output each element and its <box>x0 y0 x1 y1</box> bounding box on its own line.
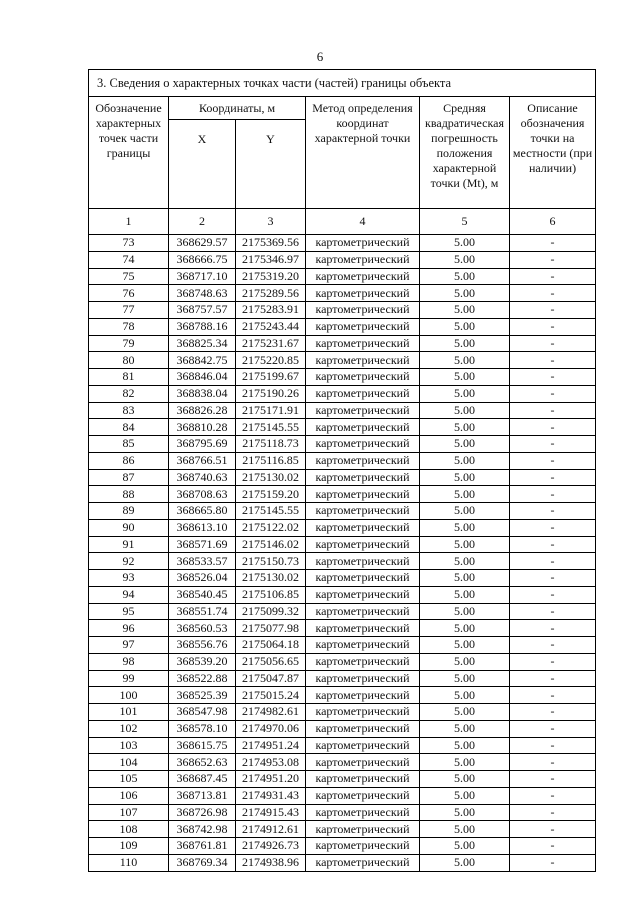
cell-accuracy: 5.00 <box>420 804 510 821</box>
cell-accuracy: 5.00 <box>420 586 510 603</box>
cell-point: 106 <box>89 787 169 804</box>
cell-method: картометрический <box>306 419 420 436</box>
cell-description: - <box>510 720 596 737</box>
column-number: 1 <box>89 209 169 235</box>
cell-method: картометрический <box>306 452 420 469</box>
cell-accuracy: 5.00 <box>420 637 510 654</box>
cell-point: 103 <box>89 737 169 754</box>
cell-description: - <box>510 603 596 620</box>
cell-point: 94 <box>89 586 169 603</box>
cell-method: картометрический <box>306 268 420 285</box>
cell-x: 368571.69 <box>169 536 236 553</box>
cell-description: - <box>510 402 596 419</box>
cell-x: 368717.10 <box>169 268 236 285</box>
cell-point: 86 <box>89 452 169 469</box>
cell-x: 368615.75 <box>169 737 236 754</box>
cell-description: - <box>510 754 596 771</box>
cell-description: - <box>510 804 596 821</box>
cell-point: 88 <box>89 486 169 503</box>
header-description: Описание обозначения точки на местности (при наличии) <box>510 97 596 209</box>
table-row <box>89 285 596 302</box>
cell-method: картометрический <box>306 687 420 704</box>
cell-point: 84 <box>89 419 169 436</box>
cell-y: 2175130.02 <box>236 469 306 486</box>
boundary-points-table <box>88 69 596 872</box>
cell-point: 89 <box>89 503 169 520</box>
cell-description: - <box>510 854 596 871</box>
cell-point: 98 <box>89 653 169 670</box>
cell-accuracy: 5.00 <box>420 519 510 536</box>
cell-method: картометрический <box>306 503 420 520</box>
cell-point: 92 <box>89 553 169 570</box>
cell-y: 2175231.67 <box>236 335 306 352</box>
cell-x: 368556.76 <box>169 637 236 654</box>
cell-method: картометрический <box>306 620 420 637</box>
cell-accuracy: 5.00 <box>420 318 510 335</box>
cell-point: 78 <box>89 318 169 335</box>
header-point-designation: Обозначение характерных точек части границы <box>89 97 169 209</box>
cell-x: 368825.34 <box>169 335 236 352</box>
cell-x: 368769.34 <box>169 854 236 871</box>
cell-description: - <box>510 385 596 402</box>
cell-y: 2175190.26 <box>236 385 306 402</box>
cell-method: картометрический <box>306 838 420 855</box>
table-row <box>89 335 596 352</box>
cell-accuracy: 5.00 <box>420 838 510 855</box>
column-number: 2 <box>169 209 236 235</box>
cell-description: - <box>510 469 596 486</box>
cell-description: - <box>510 352 596 369</box>
cell-method: картометрический <box>306 402 420 419</box>
column-number-row <box>89 209 596 235</box>
cell-accuracy: 5.00 <box>420 821 510 838</box>
cell-y: 2175064.18 <box>236 637 306 654</box>
header-y: Y <box>236 120 306 209</box>
table-row <box>89 385 596 402</box>
table-row <box>89 821 596 838</box>
table-row <box>89 586 596 603</box>
header-x: X <box>169 120 236 209</box>
cell-point: 76 <box>89 285 169 302</box>
cell-accuracy: 5.00 <box>420 452 510 469</box>
cell-y: 2175319.20 <box>236 268 306 285</box>
cell-accuracy: 5.00 <box>420 771 510 788</box>
cell-accuracy: 5.00 <box>420 486 510 503</box>
cell-point: 74 <box>89 251 169 268</box>
cell-y: 2175289.56 <box>236 285 306 302</box>
cell-x: 368713.81 <box>169 787 236 804</box>
cell-description: - <box>510 302 596 319</box>
cell-method: картометрический <box>306 603 420 620</box>
cell-description: - <box>510 436 596 453</box>
cell-point: 109 <box>89 838 169 855</box>
cell-y: 2175159.20 <box>236 486 306 503</box>
cell-accuracy: 5.00 <box>420 402 510 419</box>
cell-y: 2175015.24 <box>236 687 306 704</box>
section-title: 3. Сведения о характерных точках части (частей) границы объекта <box>89 70 596 97</box>
cell-point: 79 <box>89 335 169 352</box>
cell-method: картометрический <box>306 285 420 302</box>
cell-x: 368757.57 <box>169 302 236 319</box>
cell-point: 93 <box>89 570 169 587</box>
cell-accuracy: 5.00 <box>420 670 510 687</box>
cell-y: 2175099.32 <box>236 603 306 620</box>
table-row <box>89 486 596 503</box>
cell-accuracy: 5.00 <box>420 302 510 319</box>
cell-method: картометрический <box>306 771 420 788</box>
table-row <box>89 704 596 721</box>
cell-y: 2174912.61 <box>236 821 306 838</box>
cell-accuracy: 5.00 <box>420 687 510 704</box>
cell-x: 368551.74 <box>169 603 236 620</box>
cell-method: картометрический <box>306 335 420 352</box>
cell-accuracy: 5.00 <box>420 335 510 352</box>
table-row <box>89 436 596 453</box>
cell-point: 108 <box>89 821 169 838</box>
cell-accuracy: 5.00 <box>420 787 510 804</box>
header-method: Метод определения координат характерной точки <box>306 97 420 209</box>
cell-point: 99 <box>89 670 169 687</box>
cell-description: - <box>510 519 596 536</box>
cell-x: 368708.63 <box>169 486 236 503</box>
cell-description: - <box>510 787 596 804</box>
cell-point: 73 <box>89 235 169 252</box>
cell-x: 368742.98 <box>169 821 236 838</box>
table-row <box>89 235 596 252</box>
cell-method: картометрический <box>306 854 420 871</box>
cell-x: 368629.57 <box>169 235 236 252</box>
cell-accuracy: 5.00 <box>420 720 510 737</box>
cell-description: - <box>510 369 596 386</box>
cell-method: картометрический <box>306 469 420 486</box>
cell-point: 91 <box>89 536 169 553</box>
cell-accuracy: 5.00 <box>420 369 510 386</box>
cell-description: - <box>510 838 596 855</box>
cell-method: картометрический <box>306 235 420 252</box>
cell-description: - <box>510 285 596 302</box>
cell-point: 80 <box>89 352 169 369</box>
cell-x: 368846.04 <box>169 369 236 386</box>
cell-y: 2174931.43 <box>236 787 306 804</box>
cell-accuracy: 5.00 <box>420 570 510 587</box>
cell-method: картометрический <box>306 653 420 670</box>
cell-x: 368533.57 <box>169 553 236 570</box>
cell-point: 85 <box>89 436 169 453</box>
cell-accuracy: 5.00 <box>420 419 510 436</box>
cell-description: - <box>510 486 596 503</box>
header-coordinates: Координаты, м <box>169 97 306 120</box>
cell-point: 105 <box>89 771 169 788</box>
cell-y: 2175150.73 <box>236 553 306 570</box>
cell-method: картометрический <box>306 352 420 369</box>
table-row <box>89 352 596 369</box>
cell-accuracy: 5.00 <box>420 503 510 520</box>
table-row <box>89 670 596 687</box>
cell-point: 102 <box>89 720 169 737</box>
cell-y: 2175220.85 <box>236 352 306 369</box>
cell-point: 107 <box>89 804 169 821</box>
cell-x: 368525.39 <box>169 687 236 704</box>
cell-point: 75 <box>89 268 169 285</box>
cell-point: 101 <box>89 704 169 721</box>
cell-x: 368665.80 <box>169 503 236 520</box>
cell-y: 2175199.67 <box>236 369 306 386</box>
cell-y: 2175146.02 <box>236 536 306 553</box>
cell-method: картометрический <box>306 436 420 453</box>
cell-description: - <box>510 670 596 687</box>
cell-y: 2175106.85 <box>236 586 306 603</box>
cell-y: 2174938.96 <box>236 854 306 871</box>
cell-description: - <box>510 452 596 469</box>
table-row <box>89 419 596 436</box>
cell-method: картометрический <box>306 704 420 721</box>
cell-description: - <box>510 503 596 520</box>
table-row <box>89 838 596 855</box>
table-row <box>89 318 596 335</box>
cell-y: 2175171.91 <box>236 402 306 419</box>
cell-point: 81 <box>89 369 169 386</box>
table-row <box>89 469 596 486</box>
cell-accuracy: 5.00 <box>420 603 510 620</box>
column-number: 5 <box>420 209 510 235</box>
cell-description: - <box>510 268 596 285</box>
table-row <box>89 687 596 704</box>
cell-accuracy: 5.00 <box>420 436 510 453</box>
cell-accuracy: 5.00 <box>420 704 510 721</box>
cell-point: 104 <box>89 754 169 771</box>
cell-point: 82 <box>89 385 169 402</box>
cell-description: - <box>510 335 596 352</box>
table-row <box>89 369 596 386</box>
table-row <box>89 854 596 871</box>
cell-method: картометрический <box>306 737 420 754</box>
cell-x: 368547.98 <box>169 704 236 721</box>
cell-y: 2175283.91 <box>236 302 306 319</box>
cell-point: 110 <box>89 854 169 871</box>
cell-point: 87 <box>89 469 169 486</box>
table-row <box>89 804 596 821</box>
cell-description: - <box>510 251 596 268</box>
table-row <box>89 503 596 520</box>
cell-x: 368748.63 <box>169 285 236 302</box>
cell-x: 368613.10 <box>169 519 236 536</box>
cell-description: - <box>510 620 596 637</box>
cell-accuracy: 5.00 <box>420 285 510 302</box>
cell-accuracy: 5.00 <box>420 653 510 670</box>
cell-method: картометрический <box>306 570 420 587</box>
cell-accuracy: 5.00 <box>420 737 510 754</box>
cell-method: картометрический <box>306 302 420 319</box>
cell-accuracy: 5.00 <box>420 352 510 369</box>
column-number: 3 <box>236 209 306 235</box>
cell-accuracy: 5.00 <box>420 754 510 771</box>
cell-y: 2175047.87 <box>236 670 306 687</box>
cell-x: 368666.75 <box>169 251 236 268</box>
cell-method: картометрический <box>306 754 420 771</box>
cell-x: 368795.69 <box>169 436 236 453</box>
cell-description: - <box>510 637 596 654</box>
table-row <box>89 720 596 737</box>
table-row <box>89 536 596 553</box>
cell-point: 100 <box>89 687 169 704</box>
cell-point: 96 <box>89 620 169 637</box>
table-row <box>89 452 596 469</box>
table-body <box>89 235 596 872</box>
cell-method: картометрический <box>306 519 420 536</box>
cell-y: 2175116.85 <box>236 452 306 469</box>
cell-accuracy: 5.00 <box>420 385 510 402</box>
cell-y: 2175077.98 <box>236 620 306 637</box>
cell-accuracy: 5.00 <box>420 553 510 570</box>
cell-y: 2174926.73 <box>236 838 306 855</box>
cell-method: картометрический <box>306 720 420 737</box>
cell-method: картометрический <box>306 804 420 821</box>
cell-method: картометрический <box>306 318 420 335</box>
cell-y: 2175243.44 <box>236 318 306 335</box>
cell-description: - <box>510 704 596 721</box>
cell-x: 368522.88 <box>169 670 236 687</box>
cell-method: картометрический <box>306 486 420 503</box>
table-row <box>89 519 596 536</box>
cell-y: 2174951.24 <box>236 737 306 754</box>
table-row <box>89 268 596 285</box>
cell-accuracy: 5.00 <box>420 854 510 871</box>
cell-point: 83 <box>89 402 169 419</box>
cell-description: - <box>510 771 596 788</box>
cell-y: 2175118.73 <box>236 436 306 453</box>
cell-description: - <box>510 570 596 587</box>
table-row <box>89 754 596 771</box>
table-row <box>89 620 596 637</box>
cell-description: - <box>510 653 596 670</box>
cell-description: - <box>510 419 596 436</box>
cell-y: 2175145.55 <box>236 503 306 520</box>
table-row <box>89 251 596 268</box>
cell-x: 368788.16 <box>169 318 236 335</box>
cell-method: картометрический <box>306 536 420 553</box>
cell-x: 368810.28 <box>169 419 236 436</box>
cell-point: 97 <box>89 637 169 654</box>
cell-y: 2174970.06 <box>236 720 306 737</box>
cell-point: 95 <box>89 603 169 620</box>
cell-x: 368842.75 <box>169 352 236 369</box>
table-row <box>89 637 596 654</box>
column-number: 6 <box>510 209 596 235</box>
table-row <box>89 402 596 419</box>
column-number: 4 <box>306 209 420 235</box>
cell-method: картометрический <box>306 369 420 386</box>
cell-x: 368687.45 <box>169 771 236 788</box>
cell-accuracy: 5.00 <box>420 251 510 268</box>
cell-method: картометрический <box>306 385 420 402</box>
cell-y: 2175056.65 <box>236 653 306 670</box>
cell-y: 2175122.02 <box>236 519 306 536</box>
cell-point: 77 <box>89 302 169 319</box>
cell-y: 2175145.55 <box>236 419 306 436</box>
table-row <box>89 603 596 620</box>
cell-y: 2174953.08 <box>236 754 306 771</box>
cell-x: 368766.51 <box>169 452 236 469</box>
cell-description: - <box>510 536 596 553</box>
cell-accuracy: 5.00 <box>420 268 510 285</box>
cell-y: 2175130.02 <box>236 570 306 587</box>
cell-method: картометрический <box>306 553 420 570</box>
cell-y: 2174982.61 <box>236 704 306 721</box>
cell-method: картометрический <box>306 586 420 603</box>
cell-description: - <box>510 318 596 335</box>
cell-x: 368540.45 <box>169 586 236 603</box>
cell-method: картометрический <box>306 637 420 654</box>
cell-description: - <box>510 737 596 754</box>
cell-x: 368761.81 <box>169 838 236 855</box>
cell-description: - <box>510 687 596 704</box>
cell-method: картометрический <box>306 821 420 838</box>
cell-y: 2175369.56 <box>236 235 306 252</box>
cell-accuracy: 5.00 <box>420 235 510 252</box>
table-row <box>89 570 596 587</box>
cell-description: - <box>510 586 596 603</box>
cell-method: картометрический <box>306 251 420 268</box>
cell-y: 2174951.20 <box>236 771 306 788</box>
cell-x: 368838.04 <box>169 385 236 402</box>
cell-description: - <box>510 235 596 252</box>
cell-accuracy: 5.00 <box>420 536 510 553</box>
cell-accuracy: 5.00 <box>420 469 510 486</box>
table-row <box>89 302 596 319</box>
table-row <box>89 737 596 754</box>
cell-method: картометрический <box>306 787 420 804</box>
cell-accuracy: 5.00 <box>420 620 510 637</box>
table-row <box>89 553 596 570</box>
cell-description: - <box>510 821 596 838</box>
page-number: 6 <box>316 49 324 64</box>
table-row <box>89 787 596 804</box>
cell-x: 368526.04 <box>169 570 236 587</box>
cell-x: 368740.63 <box>169 469 236 486</box>
cell-x: 368560.53 <box>169 620 236 637</box>
header-accuracy: Средняя квадратическая погрешность положения характерной точки (Mt), м <box>420 97 510 209</box>
cell-y: 2175346.97 <box>236 251 306 268</box>
cell-x: 368652.63 <box>169 754 236 771</box>
cell-point: 90 <box>89 519 169 536</box>
cell-x: 368578.10 <box>169 720 236 737</box>
cell-method: картометрический <box>306 670 420 687</box>
table-row <box>89 771 596 788</box>
table-row <box>89 653 596 670</box>
cell-x: 368726.98 <box>169 804 236 821</box>
cell-y: 2174915.43 <box>236 804 306 821</box>
cell-x: 368539.20 <box>169 653 236 670</box>
cell-x: 368826.28 <box>169 402 236 419</box>
cell-description: - <box>510 553 596 570</box>
